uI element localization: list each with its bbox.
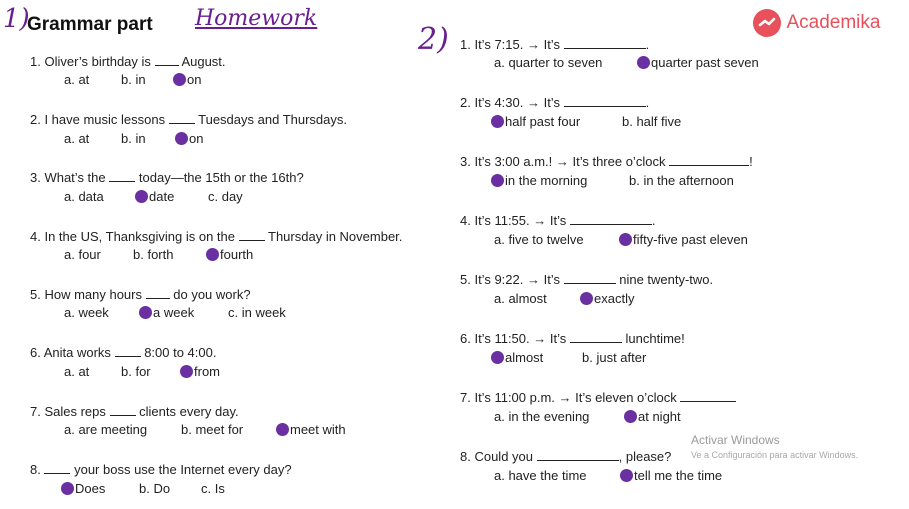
right-q3-option-a [491, 173, 587, 188]
left-q4-option-c [206, 247, 253, 262]
selected-answer-mark [175, 132, 188, 145]
question-text: 3. What’s the [30, 170, 106, 185]
question-text: , please? [618, 449, 672, 464]
option-label: date [149, 189, 175, 204]
left-q2-option-b: b. in [121, 131, 146, 146]
section-2-number: 2) [418, 22, 449, 57]
answer-blank [537, 448, 619, 461]
question-text: do you work? [173, 287, 251, 302]
selected-answer-mark [180, 365, 193, 378]
right-q5-option-a: a. almost [494, 291, 547, 306]
left-q6-option-c [180, 364, 220, 379]
left-question-1 [30, 53, 226, 69]
activation-watermark-subtitle: Ve a Configuración para activar Windows. [691, 450, 859, 460]
option-label: a week [153, 305, 195, 320]
selected-answer-mark [173, 73, 186, 86]
question-text: your boss use the Internet every day? [74, 462, 292, 477]
option-label: tell me the time [634, 468, 723, 483]
question-text: 4. It’s 11:55. → It’s [460, 213, 567, 228]
option-label: from [194, 364, 220, 379]
option-label: meet with [290, 422, 346, 437]
left-q8-option-c: c. Is [201, 481, 225, 496]
left-q7-option-c [276, 422, 346, 437]
answer-blank [44, 461, 70, 474]
question-text: 2. I have music lessons [30, 112, 166, 127]
right-question-6 [460, 330, 685, 346]
right-q4-option-b [619, 232, 748, 247]
left-question-8 [30, 461, 292, 477]
answer-blank [564, 271, 616, 284]
left-q8-option-b: b. Do [139, 481, 171, 496]
left-q7-option-a: a. are meeting [64, 422, 148, 437]
answer-blank [570, 330, 622, 343]
question-text: 4. In the US, Thanksgiving is on the [30, 229, 235, 244]
left-question-2 [30, 111, 347, 127]
answer-blank [110, 403, 136, 416]
left-q7-option-b: b. meet for [181, 422, 244, 437]
question-text: 3. It’s 3:00 a.m.! → It’s three o’clock [460, 154, 666, 169]
left-q8-option-a [61, 481, 105, 496]
right-question-2 [460, 94, 649, 110]
question-text: 8. [30, 462, 41, 477]
right-q6-option-b: b. just after [582, 350, 647, 365]
right-question-7 [460, 389, 736, 405]
question-text: 6. Anita works [30, 345, 111, 360]
question-text: 7. Sales reps [30, 404, 106, 419]
option-label: on [187, 72, 202, 87]
activation-watermark-title: Activar Windows [691, 433, 780, 447]
right-q3-option-b: b. in the afternoon [629, 173, 734, 188]
right-question-1 [460, 36, 649, 52]
question-text: 6. It’s 11:50. → It’s [460, 331, 567, 346]
question-text: 5. How many hours [30, 287, 142, 302]
right-q8-option-b [620, 468, 722, 483]
selected-answer-mark [620, 469, 633, 482]
right-q2-option-a [491, 114, 580, 129]
option-label: quarter past seven [651, 55, 759, 70]
option-label: on [189, 131, 204, 146]
page-title: Grammar part [27, 14, 153, 35]
left-q1-option-b: b. in [121, 72, 146, 87]
left-q5-option-b [139, 305, 194, 320]
question-text: Thursday in November. [268, 229, 403, 244]
selected-answer-mark [206, 248, 219, 261]
left-q6-option-a: a. at [64, 364, 90, 379]
question-text: 8. Could you [460, 449, 533, 464]
question-text: lunchtime! [625, 331, 685, 346]
question-text: 5. It’s 9:22. → It’s [460, 272, 560, 287]
left-q6-option-b: b. for [121, 364, 151, 379]
left-question-6 [30, 344, 216, 360]
left-q4-option-a: a. four [64, 247, 101, 262]
right-q7-option-b [624, 409, 681, 424]
brand-logo [752, 8, 880, 38]
right-q6-option-a [491, 350, 543, 365]
answer-blank [155, 53, 179, 66]
option-label: in the morning [505, 173, 588, 188]
right-question-4 [460, 212, 655, 228]
right-q8-option-a: a. have the time [494, 468, 587, 483]
answer-blank [680, 389, 736, 402]
question-text: . [645, 37, 650, 52]
brand-name: Academika [786, 12, 881, 33]
left-q3-option-c: c. day [208, 189, 243, 204]
option-label: fourth [220, 247, 254, 262]
left-q3-option-b [135, 189, 174, 204]
right-q1-option-b [637, 55, 759, 70]
left-q1-option-a: a. at [64, 72, 90, 87]
homework-annotation: Homework [195, 6, 318, 31]
selected-answer-mark [491, 115, 504, 128]
answer-blank [564, 36, 646, 49]
answer-blank [239, 228, 265, 241]
left-question-3 [30, 169, 304, 185]
answer-blank [169, 111, 195, 124]
question-text: clients every day. [139, 404, 239, 419]
selected-answer-mark [624, 410, 637, 423]
selected-answer-mark [491, 174, 504, 187]
option-label: exactly [594, 291, 635, 306]
answer-blank [669, 153, 749, 166]
left-q1-option-c [173, 72, 201, 87]
question-text: . [645, 95, 650, 110]
selected-answer-mark [61, 482, 74, 495]
academika-logo-icon [752, 8, 782, 38]
right-q1-option-a: a. quarter to seven [494, 55, 603, 70]
selected-answer-mark [580, 292, 593, 305]
answer-blank [570, 212, 652, 225]
question-text: nine twenty-two. [619, 272, 714, 287]
selected-answer-mark [139, 306, 152, 319]
left-question-5 [30, 286, 251, 302]
option-label: Does [75, 481, 106, 496]
selected-answer-mark [276, 423, 289, 436]
answer-blank [564, 94, 646, 107]
question-text: 2. It’s 4:30. → It’s [460, 95, 560, 110]
question-text: 8:00 to 4:00. [144, 345, 217, 360]
right-q4-option-a: a. five to twelve [494, 232, 584, 247]
question-text: August. [181, 54, 226, 69]
right-question-8 [460, 448, 671, 464]
selected-answer-mark [491, 351, 504, 364]
option-label: almost [505, 350, 544, 365]
question-text: today—the 15th or the 16th? [138, 170, 304, 185]
answer-blank [146, 286, 170, 299]
left-q4-option-b: b. forth [133, 247, 174, 262]
option-label: half past four [505, 114, 581, 129]
question-text: 7. It’s 11:00 p.m. → It’s eleven o’clock [460, 390, 677, 405]
right-q7-option-a: a. in the evening [494, 409, 590, 424]
left-question-7 [30, 403, 239, 419]
option-label: at night [638, 409, 681, 424]
section-1-number: 1) [3, 4, 30, 34]
left-q5-option-c: c. in week [228, 305, 286, 320]
answer-blank [109, 169, 135, 182]
right-question-3 [460, 153, 753, 169]
left-q5-option-a: a. week [64, 305, 109, 320]
right-q5-option-b [580, 291, 634, 306]
question-text: 1. It’s 7:15. → It’s [460, 37, 560, 52]
question-text: . [651, 213, 656, 228]
option-label: fifty-five past eleven [633, 232, 748, 247]
selected-answer-mark [135, 190, 148, 203]
right-question-5 [460, 271, 713, 287]
answer-blank [115, 344, 141, 357]
question-text: ! [749, 154, 753, 169]
left-question-4 [30, 228, 402, 244]
left-q2-option-c [175, 131, 203, 146]
selected-answer-mark [637, 56, 650, 69]
left-q3-option-a: a. data [64, 189, 104, 204]
left-q2-option-a: a. at [64, 131, 90, 146]
right-q2-option-b: b. half five [622, 114, 682, 129]
question-text: Tuesdays and Thursdays. [198, 112, 347, 127]
selected-answer-mark [619, 233, 632, 246]
question-text: 1. Oliver’s birthday is [30, 54, 151, 69]
